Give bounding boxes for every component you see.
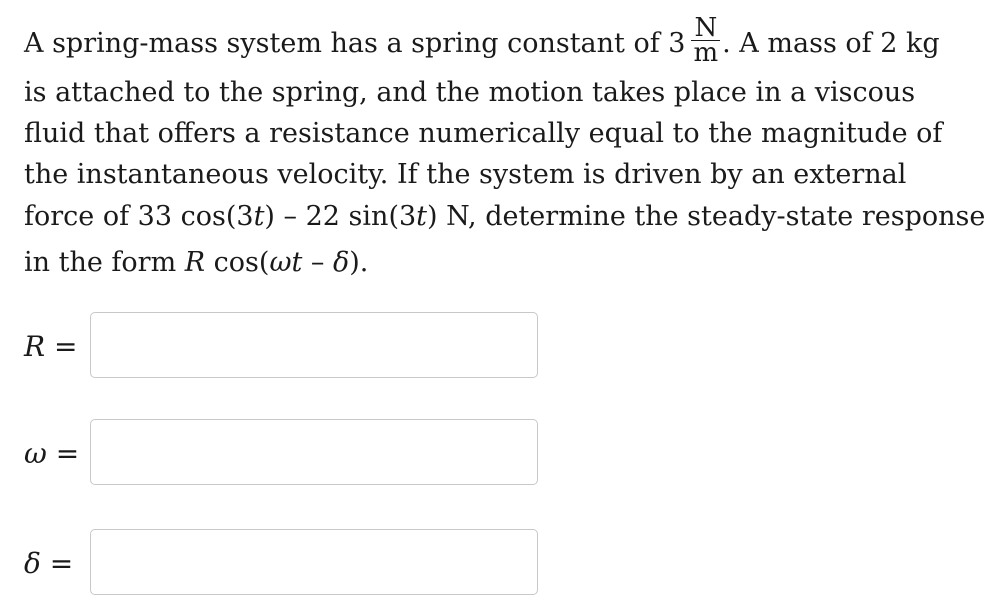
answer-row-delta xyxy=(0,529,560,599)
problem-line-5 xyxy=(24,200,985,234)
answer-row-omega xyxy=(0,419,560,489)
problem-line-5-part-a: force of 33 cos(3 xyxy=(24,201,254,232)
problem-line-3: fluid that offers a resistance numerically equal to the magnitude of xyxy=(24,118,943,149)
r-input[interactable] xyxy=(90,312,538,378)
problem-line-4: the instantaneous velocity. If the system is driven by an external xyxy=(24,159,907,190)
problem-line-2: is attached to the spring, and the motion takes place in a viscous xyxy=(24,77,916,108)
answer-row-r xyxy=(0,312,560,382)
unit-denominator: m xyxy=(693,38,719,68)
problem-line-5-part-c: ) N, determine the steady-state response xyxy=(427,201,986,232)
problem-line-6-part-e: ). xyxy=(349,247,369,278)
problem-line-6-part-a: in the form xyxy=(24,247,185,278)
unit-fraction xyxy=(691,13,720,68)
problem-line-1-text: A spring-mass system has a spring constant of 3 xyxy=(24,28,686,59)
problem-line-6-part-b: cos( xyxy=(205,247,270,278)
omega-label: ω = xyxy=(24,437,80,470)
unit-numerator: N xyxy=(691,16,720,41)
delta-label: δ = xyxy=(24,547,74,580)
r-label: R = xyxy=(24,330,78,363)
problem-line-6 xyxy=(24,246,368,280)
problem-line-6-var-delta: δ xyxy=(333,247,350,278)
problem-line-6-part-c: – xyxy=(302,247,333,278)
problem-line-6-var-omega-t: ωt xyxy=(269,247,303,278)
problem-line-5-var-t1: t xyxy=(253,201,265,232)
problem-line-1 xyxy=(24,13,940,69)
problem-line-5-part-b: ) – 22 sin(3 xyxy=(264,201,417,232)
problem-line-5-var-t2: t xyxy=(416,201,428,232)
problem-line-1-tail: . A mass of 2 kg xyxy=(722,28,940,59)
omega-input[interactable] xyxy=(90,419,538,485)
problem-line-6-var-r: R xyxy=(184,247,206,278)
delta-input[interactable] xyxy=(90,529,538,595)
